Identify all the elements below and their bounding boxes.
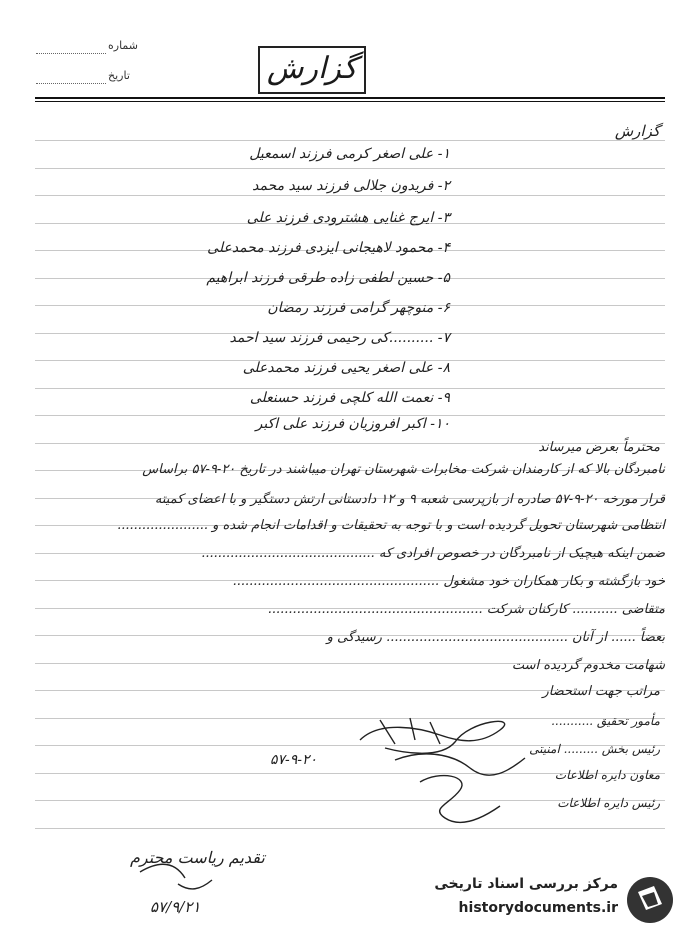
list-item: ۵- حسین لطفی زاده طرقی فرزند ابراهیم [206, 270, 450, 286]
list-item: ۶- منوچهر گرامی فرزند رمضان [267, 300, 450, 316]
signature-line: مأمور تحقیق ........... [551, 714, 660, 728]
margin-note: تقدیم ریاست محترم [130, 848, 265, 867]
date-label: تاریخ [108, 69, 130, 82]
body-line: نامبردگان بالا که از کارمندان شرکت مخابرات شهرستان تهران میباشند در تاریخ ۲۰-۹-۵۷ براساس [142, 462, 665, 477]
report-title: گزارش [258, 46, 366, 94]
body-line: ضمن اینکه هیچیک از نامبردگان در خصوص افرادی که .......................................... [201, 546, 665, 561]
body-line: انتظامی شهرستان تحویل گردیده است و با توجه به تحقیقات و اقدامات انجام شده و ...................... [117, 518, 665, 533]
archive-logo-icon [624, 874, 676, 926]
list-item: ۸- علی اصغر یحیی فرزند محمدعلی [242, 360, 450, 376]
archive-watermark [420, 870, 680, 930]
intro-line: محترماً بعرض میرساند [538, 440, 660, 455]
list-item: ۹- نعمت الله کلچی فرزند حسنعلی [249, 390, 450, 406]
body-line: مراتب جهت استحضار [542, 684, 660, 699]
list-item: ۳- ایرج غنایی هشترودی فرزند علی [246, 210, 450, 226]
body-line: شهامت مخدوم گردیده است [511, 658, 665, 673]
signature-scribble [140, 864, 212, 889]
list-item: ۷- ..........کی رحیمی فرزند سید احمد [229, 330, 450, 346]
report-date: ۵۷-۹-۲۰ [270, 752, 318, 768]
list-item: ۱۰- اکبر افروزیان فرزند علی اکبر [255, 416, 450, 432]
signature-scribble [380, 718, 440, 744]
salutation: گزارش [614, 122, 660, 140]
body-line: قرار مورخه ۲۰-۹-۵۷ صادره از بازپرسی شعبه ۹ و ۱۲ دادستانی ارتش دستگیر و با اعضای کمیته [154, 492, 665, 507]
list-item: ۴- محمود لاهیجانی ایزدی فرزند محمدعلی [207, 240, 450, 256]
watermark-url: historydocuments.ir [458, 900, 618, 916]
number-label: شماره [108, 39, 139, 52]
body-line: متقاضی ........... کارکنان شرکت .................................................... [267, 602, 665, 617]
signature-line: رئیس بخش ......... امنیتی [529, 742, 660, 756]
signature-line: معاون دایره اطلاعات [554, 768, 660, 782]
list-item: ۱- علی اصغر کرمی فرزند اسمعیل [249, 146, 450, 162]
list-item: ۲- فریدون جلالی فرزند سید محمد [252, 178, 450, 194]
body-line: بعضاً ...... از آنان ............................................ رسیدگی و [326, 630, 665, 645]
margin-date: ۵۷/۹/۲۱ [150, 898, 201, 916]
signature-scribble [395, 754, 525, 775]
watermark-org: مرکز بررسی اسناد تاریخی [434, 876, 618, 892]
signature-line: رئیس دایره اطلاعات [557, 796, 660, 810]
signature-scribble [420, 776, 500, 823]
body-line: خود بازگشته و بکار همکاران خود مشغول .................................................. [232, 574, 665, 589]
